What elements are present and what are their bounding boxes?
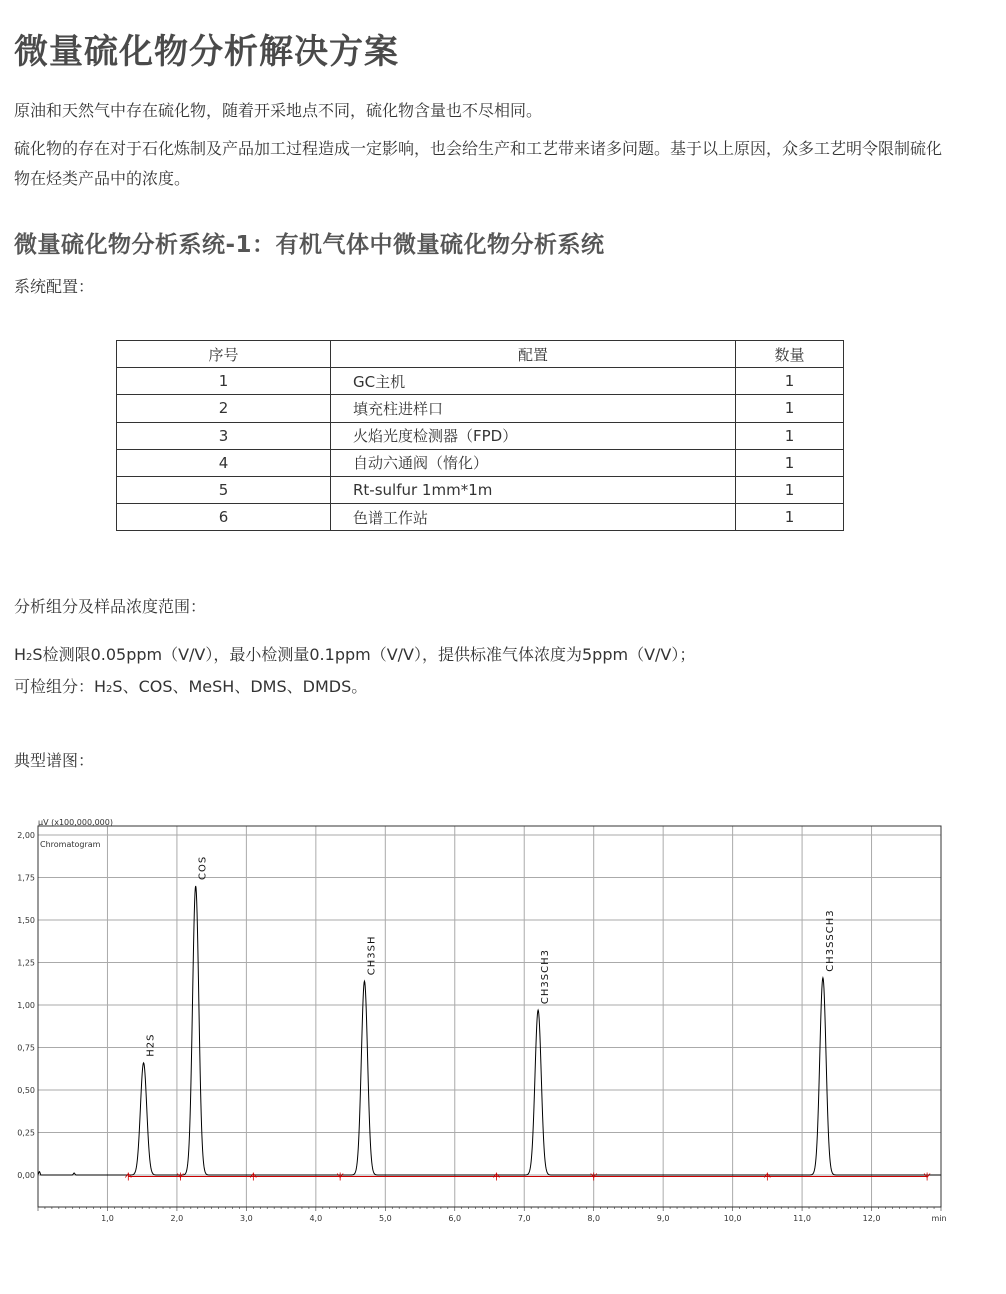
table-row [117,476,844,503]
integration-marker [250,1173,256,1181]
row-config: 填充柱进样口 [331,395,736,422]
chart-axes [38,826,941,1207]
peak-label: COS [197,855,209,880]
peak-label: CH3SH [366,935,378,976]
x-tick-label: 12,0 [862,1214,881,1223]
y-tick-label: 0,75 [17,1043,35,1053]
x-tick-label: 3,0 [240,1214,253,1223]
x-tick-label: 11,0 [793,1214,811,1223]
y-tick-label: 1,75 [17,873,35,883]
row-config: Rt-sulfur 1mm*1m [331,476,736,503]
y-tick-label: 0,00 [17,1171,35,1180]
peak-label: H2S [145,1033,157,1057]
peak-label: CH3SSCH3 [824,909,836,972]
row-config: 色谱工作站 [331,504,736,531]
row-quantity: 1 [736,422,844,449]
table-row [117,368,844,395]
row-quantity: 1 [736,476,844,503]
chromatogram-trace [38,886,941,1175]
row-quantity: 1 [736,395,844,422]
y-tick-label: 1,00 [17,1001,35,1010]
row-config: 自动六通阀（惰化） [331,449,736,476]
x-tick-label: 2,0 [170,1214,184,1223]
table-row [117,504,844,531]
row-index: 1 [117,368,331,395]
x-tick-label: 4,0 [309,1214,323,1223]
x-tick-label: 8,0 [587,1214,601,1223]
chart-grid [38,826,941,1207]
chromatogram-chart [0,810,1006,1230]
config-label: 系统配置： [14,277,95,296]
x-tick-label: 10,0 [723,1214,742,1223]
intro-paragraph-2: 硫化物的存在对于石化炼制及产品加工过程造成一定影响，也会给生产和工艺带来诸多问题。基于以上原因，众多工艺明令限制硫化物在烃类产品中的浓度。 [14,139,943,188]
table-header-row [117,341,844,368]
detection-rest: S检测限0.05ppm（V/V），最小检测量0.1ppm（V/V），提供标准气体浓度为5ppm（V/V）； [32,645,696,664]
intro-paragraph-1: 原油和天然气中存在硫化物，随着开采地点不同，硫化物含量也不尽相同。 [14,101,543,120]
row-index: 6 [117,504,331,531]
integration-marker [493,1173,499,1181]
spectrum-label: 典型谱图： [14,751,95,770]
page-title: 微量硫化物分析解决方案 [14,32,399,72]
range-label: 分析组分及样品浓度范围： [14,597,207,616]
y-unit-label: µV (x100,000,000) [38,818,113,827]
config-table [116,340,844,531]
row-config: GC主机 [331,368,736,395]
x-tick-label: 9,0 [656,1214,670,1223]
table-row [117,395,844,422]
y-tick-label: 2,00 [17,831,35,840]
x-tick-label: 6,0 [448,1214,462,1223]
peak-label: CH3SCH3 [540,949,552,1005]
x-tick-label: 1,0 [101,1214,114,1223]
y-tick-label: 1,50 [17,916,35,925]
row-index: 4 [117,449,331,476]
table-row [117,449,844,476]
y-tick-label: 0,25 [17,1128,35,1138]
detection-sub: 2 [26,652,33,663]
components-sub: 2 [106,684,113,695]
y-tick-label: 1,25 [17,958,35,968]
integration-marker [125,1173,131,1181]
table-row [117,422,844,449]
detection-limit-text [14,640,944,673]
header-index: 序号 [117,341,331,368]
row-index: 2 [117,395,331,422]
detection-h: H [14,645,27,664]
row-quantity: 1 [736,449,844,476]
components-prefix: 可检组分：H [14,677,107,696]
chart-ticks [17,831,946,1223]
section-title: 微量硫化物分析系统-1：有机气体中微量硫化物分析系统 [14,232,605,258]
chart-legend: Chromatogram [40,840,101,849]
row-quantity: 1 [736,368,844,395]
row-config: 火焰光度检测器（FPD） [331,422,736,449]
row-quantity: 1 [736,504,844,531]
header-quantity: 数量 [736,341,844,368]
x-axis-label: min [931,1214,947,1223]
x-tick-label: 5,0 [378,1214,392,1223]
x-tick-label: 7,0 [517,1214,531,1223]
components-text [14,672,944,705]
row-index: 5 [117,476,331,503]
row-index: 3 [117,422,331,449]
integration-marker [764,1173,770,1181]
header-config: 配置 [331,341,736,368]
plot-frame [38,826,941,1207]
y-tick-label: 0,50 [17,1086,35,1095]
components-rest: S、COS、MeSH、DMS、DMDS。 [112,677,368,696]
